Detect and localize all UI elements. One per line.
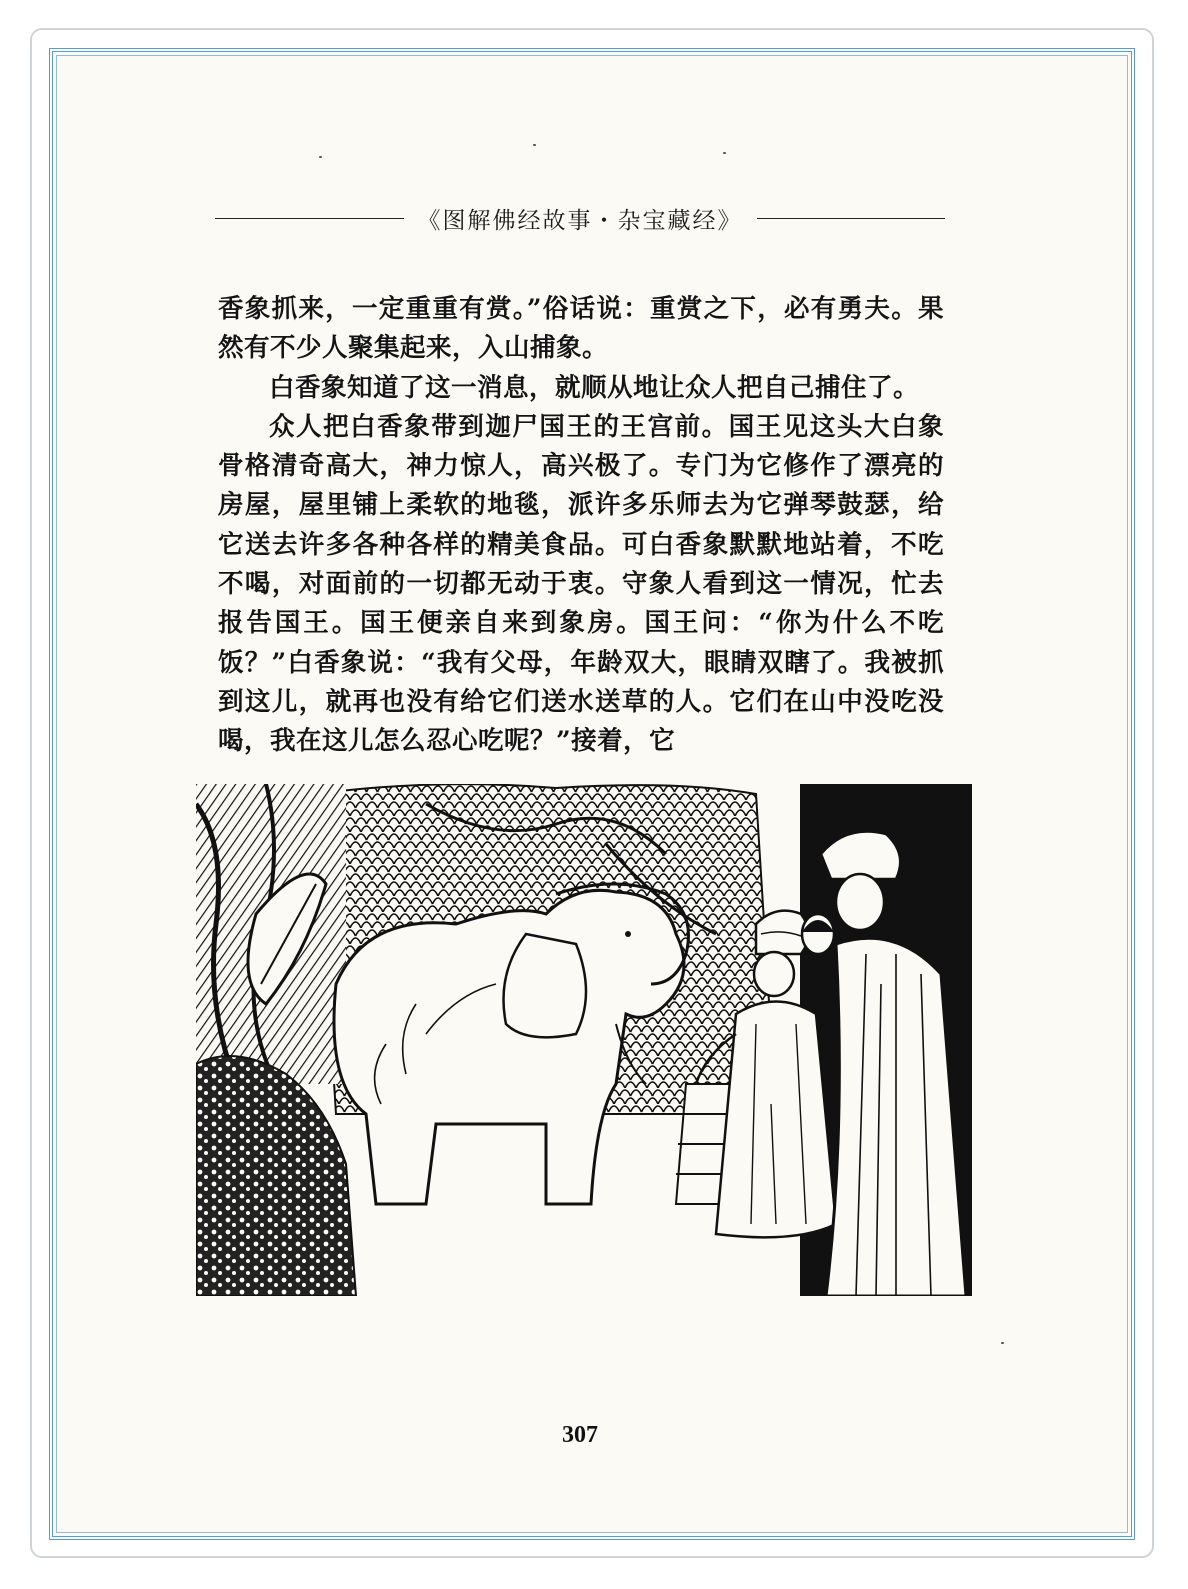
running-head-rule-left bbox=[215, 218, 404, 219]
running-head-rule-right bbox=[757, 218, 946, 219]
running-head bbox=[215, 200, 945, 236]
scan-speck bbox=[533, 144, 536, 146]
paragraph: 香象抓来，一定重重有赏。”俗话说：重赏之下，必有勇夫。果然有不少人聚集起来，入山捕象。 bbox=[218, 294, 944, 364]
running-head-title: 《图解佛经故事・杂宝藏经》 bbox=[417, 207, 743, 234]
illustration-elephant-and-king bbox=[196, 784, 972, 1296]
page-number: 307 bbox=[562, 1422, 598, 1448]
paragraph: 众人把白香象带到迦尸国王的王宫前。国王见这头大白象骨格清奇高大，神力惊人，高兴极了。专门为它修作了漂亮的房屋，屋里铺上柔软的地毯，派许多乐师去为它弹琴鼓瑟，给它送去许多各种各样的精美食品。可白香象默默地站着，不吃不喝，对面前的一切都无动于衷。守象人看到这一情况，忙去报告国王。国王便亲自来到象房。国王问：“你为什么不吃饭？”白香象说：“我有父母，年龄双大，眼睛双瞎了。我被抓到这儿，就再也没有给它们送水送草的人。它们在山中没吃没喝，我在这儿怎么忍心吃呢？”接着，它 bbox=[218, 411, 944, 757]
paragraph: 白香象知道了这一消息，就顺从地让众人把自己捕住了。 bbox=[269, 372, 920, 403]
body-text bbox=[218, 290, 944, 762]
scan-speck bbox=[319, 156, 322, 158]
scan-speck bbox=[723, 152, 726, 154]
scan-speck bbox=[1001, 1342, 1004, 1344]
